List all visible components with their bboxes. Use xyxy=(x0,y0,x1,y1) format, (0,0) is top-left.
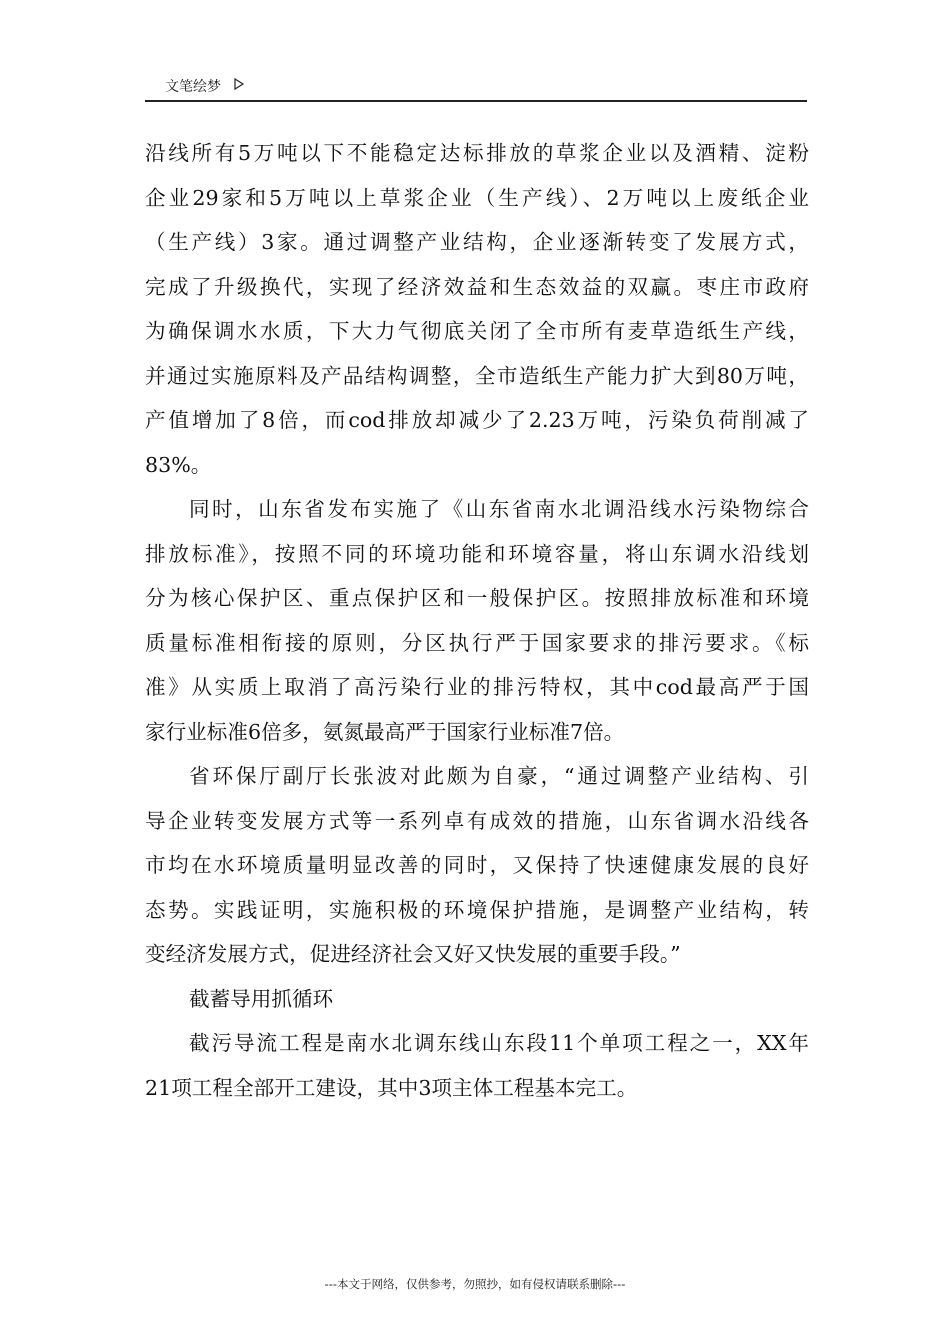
body-line: 完成了升级换代，实现了经济效益和生态效益的双赢。枣庄市政府 xyxy=(145,274,809,299)
section-heading: 截蓄导用抓循环 xyxy=(189,986,334,1011)
body-line: 变经济发展方式，促进经济社会又好又快发展的重要手段。” xyxy=(145,942,681,966)
body-line: 并通过实施原料及产品结构调整，全市造纸生产能力扩大到80万吨， xyxy=(145,363,809,388)
body-line: 准》从实质上取消了高污染行业的排污特权，其中cod最高严于国 xyxy=(145,675,809,699)
body-line: 导企业转变发展方式等一系列卓有成效的措施，山东省调水沿线各 xyxy=(145,808,809,833)
body-line: 沿线所有5万吨以下不能稳定达标排放的草浆企业以及酒精、淀粉 xyxy=(145,141,809,165)
body-line: 为确保调水水质，下大力气彻底关闭了全市所有麦草造纸生产线， xyxy=(145,319,809,343)
body-line: 企业29家和5万吨以上草浆企业（生产线）、2万吨以上废纸企业 xyxy=(145,185,809,210)
triangle-right-icon xyxy=(233,77,245,91)
body-line: 态势。实践证明，实施积极的环境保护措施，是调整产业结构，转 xyxy=(145,897,809,922)
body-line: 截污导流工程是南水北调东线山东段11个单项工程之一，XX年 xyxy=(189,1031,809,1055)
body-line: 21项工程全部开工建设，其中3项主体工程基本完工。 xyxy=(145,1075,638,1100)
body-line: 产值增加了8倍，而cod排放却减少了2.23万吨，污染负荷削减了 xyxy=(145,408,809,432)
footer-notice: ---本文于网络，仅供参考，勿照抄，如有侵权请联系删除--- xyxy=(324,1277,626,1291)
body-line: 排放标准》，按照不同的环境功能和环境容量，将山东调水沿线划 xyxy=(145,541,809,566)
body-line: 同时，山东省发布实施了《山东省南水北调沿线水污染物综合 xyxy=(189,497,809,521)
header-brand: 文笔绘梦 xyxy=(165,79,221,95)
body-line: 质量标准相衔接的原则，分区执行严于国家要求的排污要求。《标 xyxy=(145,630,809,655)
body-line: 家行业标准6倍多，氨氮最高严于国家行业标准7倍。 xyxy=(145,719,625,744)
body-line: 市均在水环境质量明显改善的同时，又保持了快速健康发展的良好 xyxy=(145,853,809,877)
page-header xyxy=(145,74,807,102)
body-line: 83%。 xyxy=(145,452,212,477)
document-body xyxy=(145,131,809,1110)
body-line: 分为核心保护区、重点保护区和一般保护区。按照排放标准和环境 xyxy=(145,586,809,610)
body-line: 省环保厅副厅长张波对此颇为自豪，“通过调整产业结构、引 xyxy=(189,764,809,788)
body-line: （生产线）3家。通过调整产业结构，企业逐渐转变了发展方式， xyxy=(145,230,809,254)
